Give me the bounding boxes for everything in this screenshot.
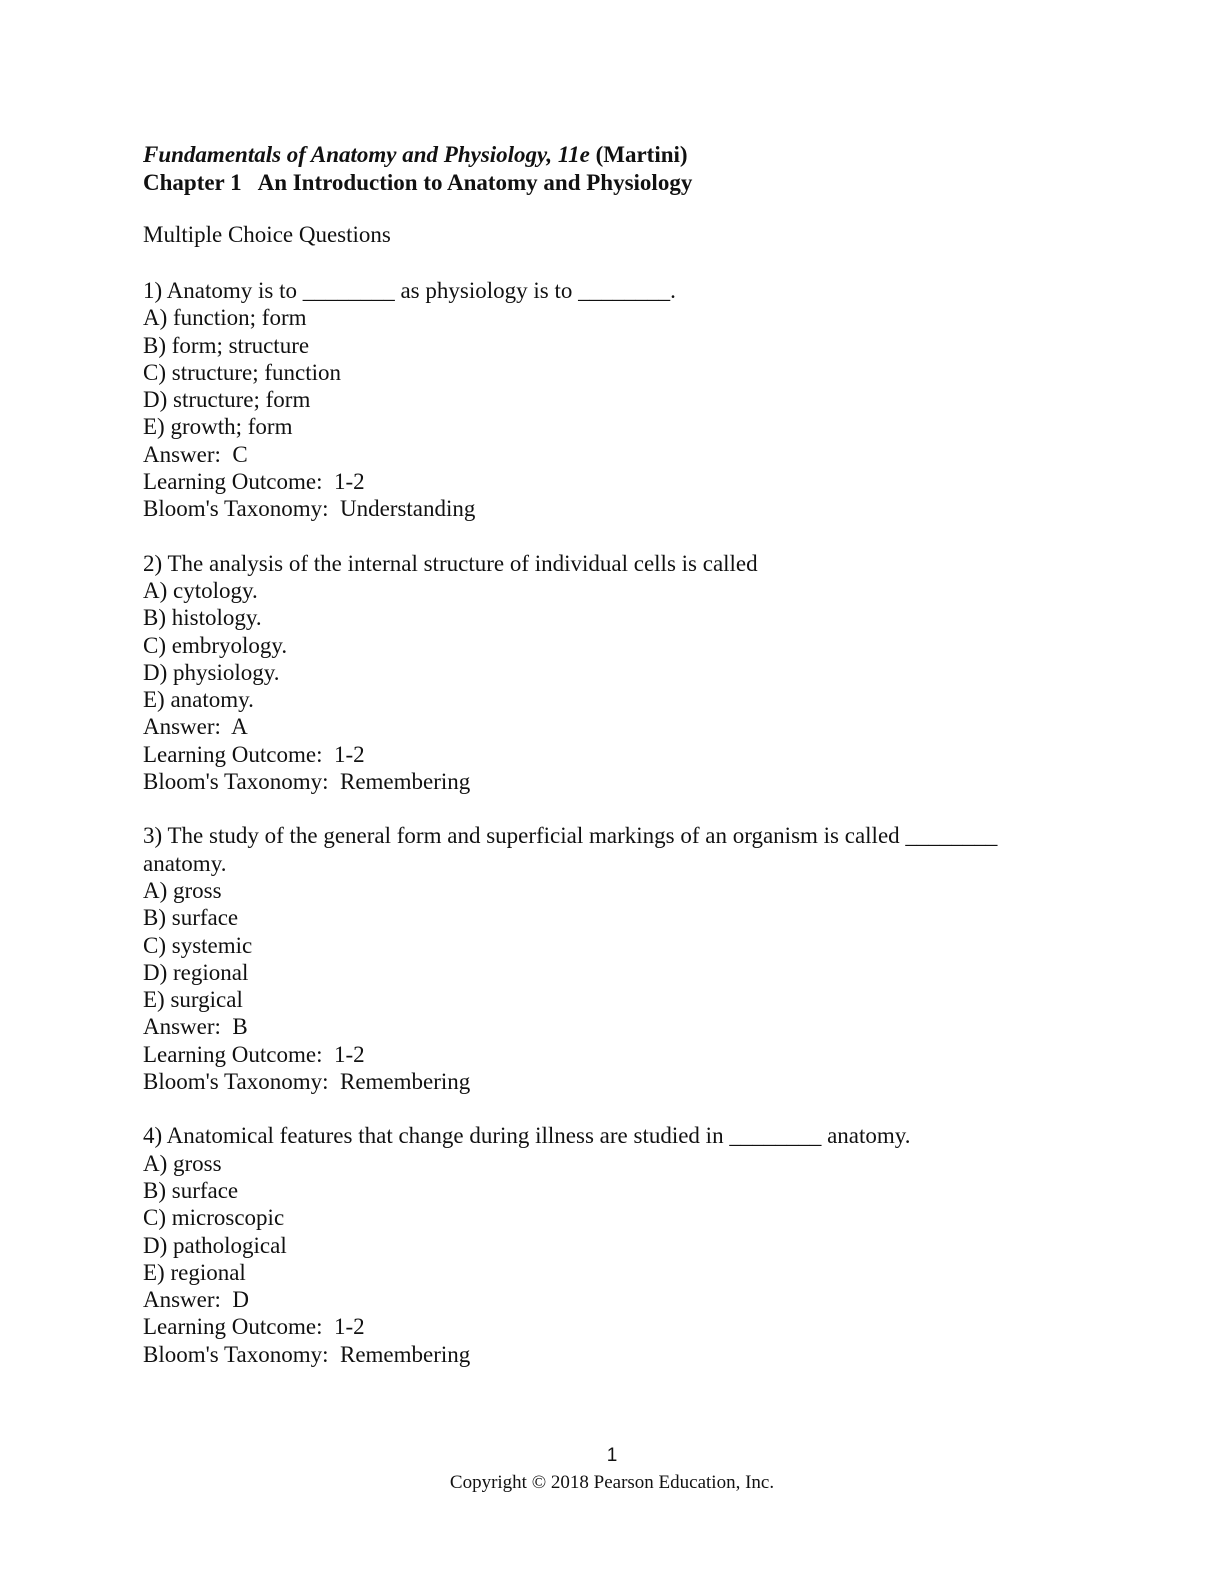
answer-option: A) function; form	[143, 305, 307, 331]
answer-option: B) form; structure	[143, 332, 310, 358]
question-block	[143, 1122, 1103, 1368]
answer-option: C) systemic	[143, 932, 253, 958]
answer-option: A) gross	[143, 877, 222, 903]
question-block	[143, 550, 1103, 796]
question-block	[143, 277, 1103, 523]
answer-key: Answer: D	[143, 1287, 250, 1313]
author: (Martini)	[595, 142, 688, 167]
page-content	[143, 141, 1103, 1368]
answer-key: Answer: C	[143, 441, 248, 467]
question-stem-continuation: anatomy.	[143, 850, 227, 876]
question-block	[143, 822, 1103, 1095]
document-header	[143, 141, 1103, 197]
blooms-taxonomy: Bloom's Taxonomy: Understanding	[143, 496, 476, 522]
chapter-title: Chapter 1 An Introduction to Anatomy and Physiology	[143, 170, 693, 195]
answer-key: Answer: B	[143, 1014, 248, 1040]
answer-option: A) gross	[143, 1150, 222, 1176]
answer-option: D) regional	[143, 959, 249, 985]
blooms-taxonomy: Bloom's Taxonomy: Remembering	[143, 1069, 471, 1095]
learning-outcome: Learning Outcome: 1-2	[143, 1314, 365, 1340]
answer-option: D) physiology.	[143, 659, 280, 685]
learning-outcome: Learning Outcome: 1-2	[143, 741, 365, 767]
answer-option: D) structure; form	[143, 387, 311, 413]
answer-option: D) pathological	[143, 1232, 287, 1258]
section-heading: Multiple Choice Questions	[143, 222, 391, 247]
question-stem: 1) Anatomy is to ________ as physiology is to ________.	[143, 278, 676, 303]
answer-option: E) surgical	[143, 987, 243, 1013]
learning-outcome: Learning Outcome: 1-2	[143, 469, 365, 495]
answer-option: E) anatomy.	[143, 687, 254, 713]
answer-option: B) surface	[143, 1177, 239, 1203]
answer-option: E) regional	[143, 1259, 246, 1285]
learning-outcome: Learning Outcome: 1-2	[143, 1041, 365, 1067]
answer-option: C) microscopic	[143, 1205, 285, 1231]
question-stem: 4) Anatomical features that change during illness are studied in ________ anatomy.	[143, 1123, 911, 1149]
book-title-line	[143, 141, 1103, 169]
question-stem: 2) The analysis of the internal structure of individual cells is called	[143, 550, 758, 576]
answer-option: C) structure; function	[143, 359, 342, 385]
copyright-notice: Copyright © 2018 Pearson Education, Inc.	[449, 1472, 775, 1493]
answer-key: Answer: A	[143, 714, 248, 740]
question-stem: 3) The study of the general form and superficial markings of an organism is called ________	[143, 823, 998, 849]
answer-option: E) growth; form	[143, 414, 293, 440]
answer-option: B) histology.	[143, 605, 262, 631]
blooms-taxonomy: Bloom's Taxonomy: Remembering	[143, 769, 471, 795]
answer-option: C) embryology.	[143, 632, 288, 658]
blooms-taxonomy: Bloom's Taxonomy: Remembering	[143, 1341, 471, 1367]
book-title: Fundamentals of Anatomy and Physiology, 11e	[143, 142, 590, 167]
answer-option: B) surface	[143, 905, 239, 931]
answer-option: A) cytology.	[143, 577, 258, 603]
page-number: 1	[606, 1445, 618, 1466]
